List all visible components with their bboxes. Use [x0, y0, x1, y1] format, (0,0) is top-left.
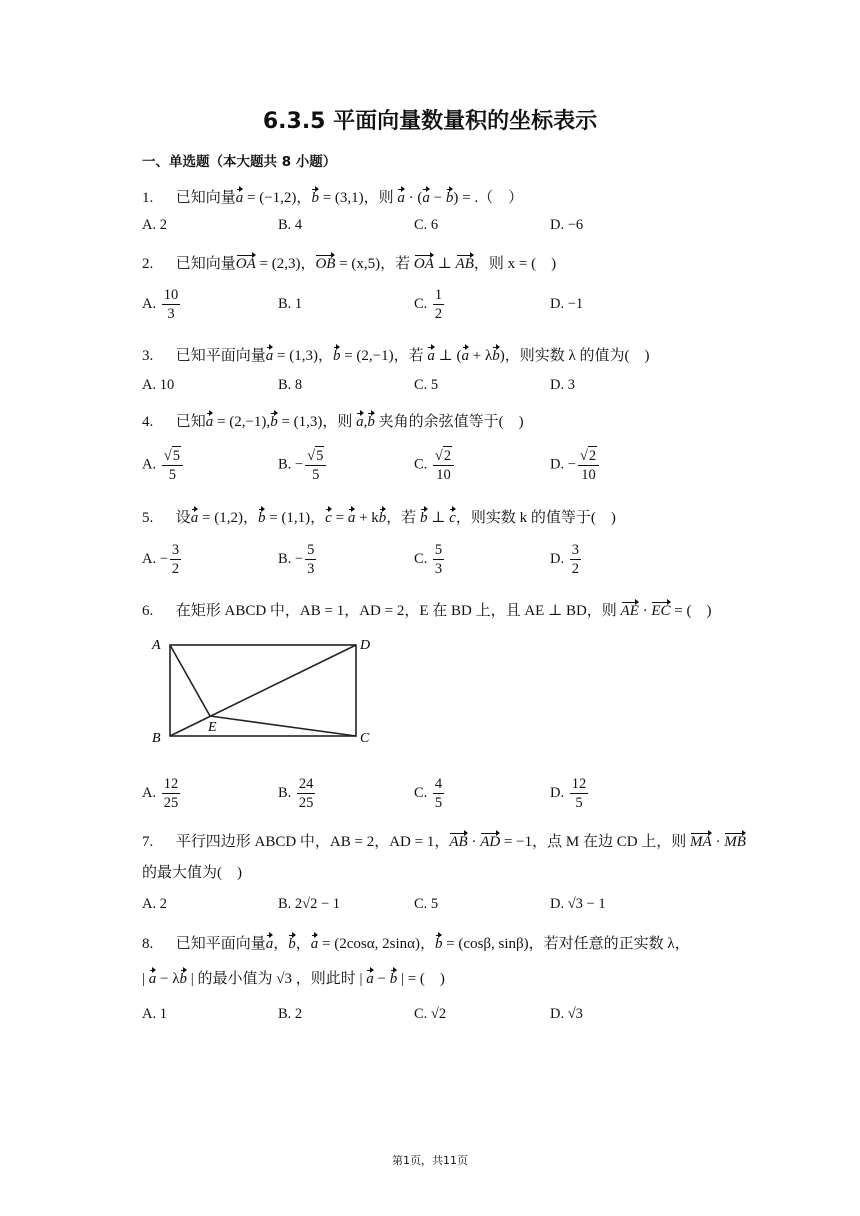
option-b[interactable]: B. $\frac{24}{25}$: [278, 776, 314, 811]
page-footer: 第1页，共11页: [392, 1154, 468, 1167]
question-1: 1. 已知向量a = (−1,2)，b = (3,1)，则 a · (a − b) = .（ ）: [142, 190, 524, 206]
option-a[interactable]: A. $\frac{12}{25}$: [142, 776, 179, 811]
label-c: C: [360, 731, 370, 746]
option-c[interactable]: C. $\frac{4}{5}$: [414, 776, 443, 811]
option-a[interactable]: A. − $\frac{3}{2}$: [142, 542, 180, 577]
question-8-line2: | a − λb | 的最小值为 √3 ，则此时 | a − b | = ( ): [142, 971, 445, 987]
page-title: 6.3.5 平面向量数量积的坐标表示: [262, 109, 598, 134]
option-d[interactable]: D. 3: [550, 377, 575, 393]
option-d[interactable]: D. √3: [550, 1006, 583, 1022]
option-b[interactable]: B. 2: [278, 1006, 303, 1022]
option-a[interactable]: A. 2: [142, 217, 167, 233]
option-d[interactable]: D. −1: [550, 296, 584, 312]
segment-ae: [170, 645, 210, 716]
segment-ec: [210, 716, 356, 736]
label-a: A: [152, 638, 161, 653]
label-e: E: [208, 720, 217, 735]
option-c[interactable]: C. √ $\frac{2}{10}$: [414, 446, 456, 484]
question-7: 7. 平行四边形 ABCD 中，AB = 2，AD = 1，AB · AD = −1，点 M 在边 CD 上，则 MA · MB: [142, 834, 746, 850]
question-4: 4. 已知a = (2,−1),b = (1,3)，则 a,b 夹角的余弦值等于( ): [142, 414, 524, 430]
fraction: $\frac{1}{2}$: [434, 287, 443, 322]
option-a[interactable]: A. $\frac{10}{3}$: [142, 287, 179, 322]
option-b[interactable]: B. 2√2 − 1: [278, 896, 341, 912]
option-d[interactable]: D. $\frac{3}{2}$: [550, 542, 579, 577]
diagonal-bd: [170, 645, 356, 736]
option-c[interactable]: C. 5: [414, 896, 439, 912]
option-a[interactable]: A. 2: [142, 896, 167, 912]
option-d[interactable]: D. √3 − 1: [550, 896, 606, 912]
option-a[interactable]: A. 10: [142, 377, 175, 393]
option-b[interactable]: B. 8: [278, 377, 303, 393]
label-b: B: [152, 731, 161, 746]
option-c[interactable]: C. $\frac{1}{2}$: [414, 287, 443, 322]
question-6: 6. 在矩形 ABCD 中，AB = 1，AD = 2，E 在 BD 上，且 AE ⊥ BD，则 AE · EC = ( ): [142, 603, 712, 619]
question-8: 8. 已知平面向量a，b，a = (2cosα, 2sinα)，b = (cosβ, sinβ)，若对任意的正实数 λ，: [142, 936, 690, 952]
question-number: 1.: [142, 190, 154, 206]
option-c[interactable]: C. 6: [414, 217, 439, 233]
question-2: 2. 已知向量OA = (2,3)，OB = (x,5)，若 OA ⊥ AB，则 x = ( ): [142, 256, 557, 272]
question-7-line2: 的最大值为( ): [142, 865, 242, 881]
option-c[interactable]: C. √2: [414, 1006, 447, 1022]
option-d[interactable]: D. $\frac{12}{5}$: [550, 776, 587, 811]
option-b[interactable]: B. − √ $\frac{5}{5}$: [278, 446, 328, 484]
option-b[interactable]: B. 4: [278, 217, 303, 233]
rectangle-figure: [148, 630, 378, 750]
option-b[interactable]: B. 1: [278, 296, 303, 312]
option-a[interactable]: A. 1: [142, 1006, 167, 1022]
label-d: D: [360, 638, 371, 653]
section-heading: 一、单选题（本大题共 8 小题）: [142, 154, 337, 170]
option-a[interactable]: A. √ $\frac{5}{5}$: [142, 446, 185, 484]
option-d[interactable]: D. − √ $\frac{2}{10}$: [550, 446, 601, 484]
option-b[interactable]: B. − $\frac{5}{3}$: [278, 542, 315, 577]
option-c[interactable]: C. $\frac{5}{3}$: [414, 542, 443, 577]
vector-b: b: [311, 190, 319, 206]
option-d[interactable]: D. −6: [550, 217, 584, 233]
option-c[interactable]: C. 5: [414, 377, 439, 393]
question-5: 5. 设a = (1,2)，b = (1,1)，c = a + kb，若 b ⊥ c，则实数 k 的值等于( ): [142, 510, 616, 526]
vector-a: a: [235, 190, 244, 206]
fraction: $\frac{10}{3}$: [163, 287, 179, 322]
question-3: 3. 已知平面向量a = (1,3)，b = (2,−1)，若 a ⊥ (a + λb)，则实数 λ 的值为( ): [142, 348, 650, 364]
